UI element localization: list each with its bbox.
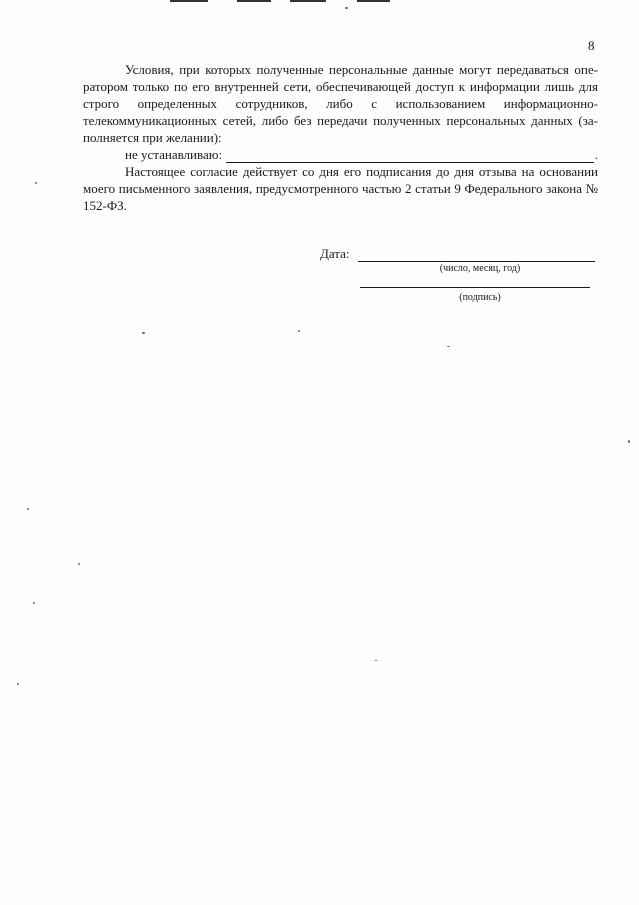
conditions-paragraph: Условия, при которых полученные персональные данные могут передаваться оператором только по его внутренней сети, обеспечивающей доступ к информации лишь для строго определенных сотрудников, либо с использованием информационно-телекоммуникационных сетей, либо без передачи полученных персональных данных (заполняется при желании):	[83, 62, 598, 145]
scan-speck	[298, 330, 300, 332]
not-set-label: не устанавливаю:	[125, 147, 223, 162]
scan-speck	[17, 683, 19, 685]
signature-caption: (подпись)	[459, 292, 501, 303]
page-number: 8	[588, 38, 595, 53]
validity-paragraph: Настоящее согласие действует со дня его подписания до дня отзыва на основании моего письменного заявления, предусмотренного частью 2 статьи 9 Федерального закона № 152-ФЗ.	[83, 164, 598, 213]
scan-speck	[27, 508, 29, 510]
scan-speck	[35, 182, 37, 184]
scan-speck	[447, 346, 450, 347]
date-block	[320, 245, 595, 262]
date-label: Дата:	[320, 246, 350, 261]
scan-speck	[142, 332, 145, 334]
scan-speck	[33, 602, 35, 604]
body-text	[83, 61, 598, 214]
scan-speck	[78, 563, 80, 565]
not-set-end: .	[594, 147, 598, 162]
not-set-row	[83, 146, 598, 163]
scan-speck	[375, 660, 377, 661]
date-row	[320, 245, 595, 262]
scan-speck	[628, 440, 630, 443]
top-edge-marks	[170, 0, 400, 2]
date-caption: (число, месяц, год)	[439, 263, 521, 274]
scan-speck	[345, 7, 348, 9]
date-field-line[interactable]	[358, 247, 595, 262]
not-set-field-line[interactable]	[226, 149, 594, 163]
signature-field-line[interactable]	[360, 287, 590, 288]
